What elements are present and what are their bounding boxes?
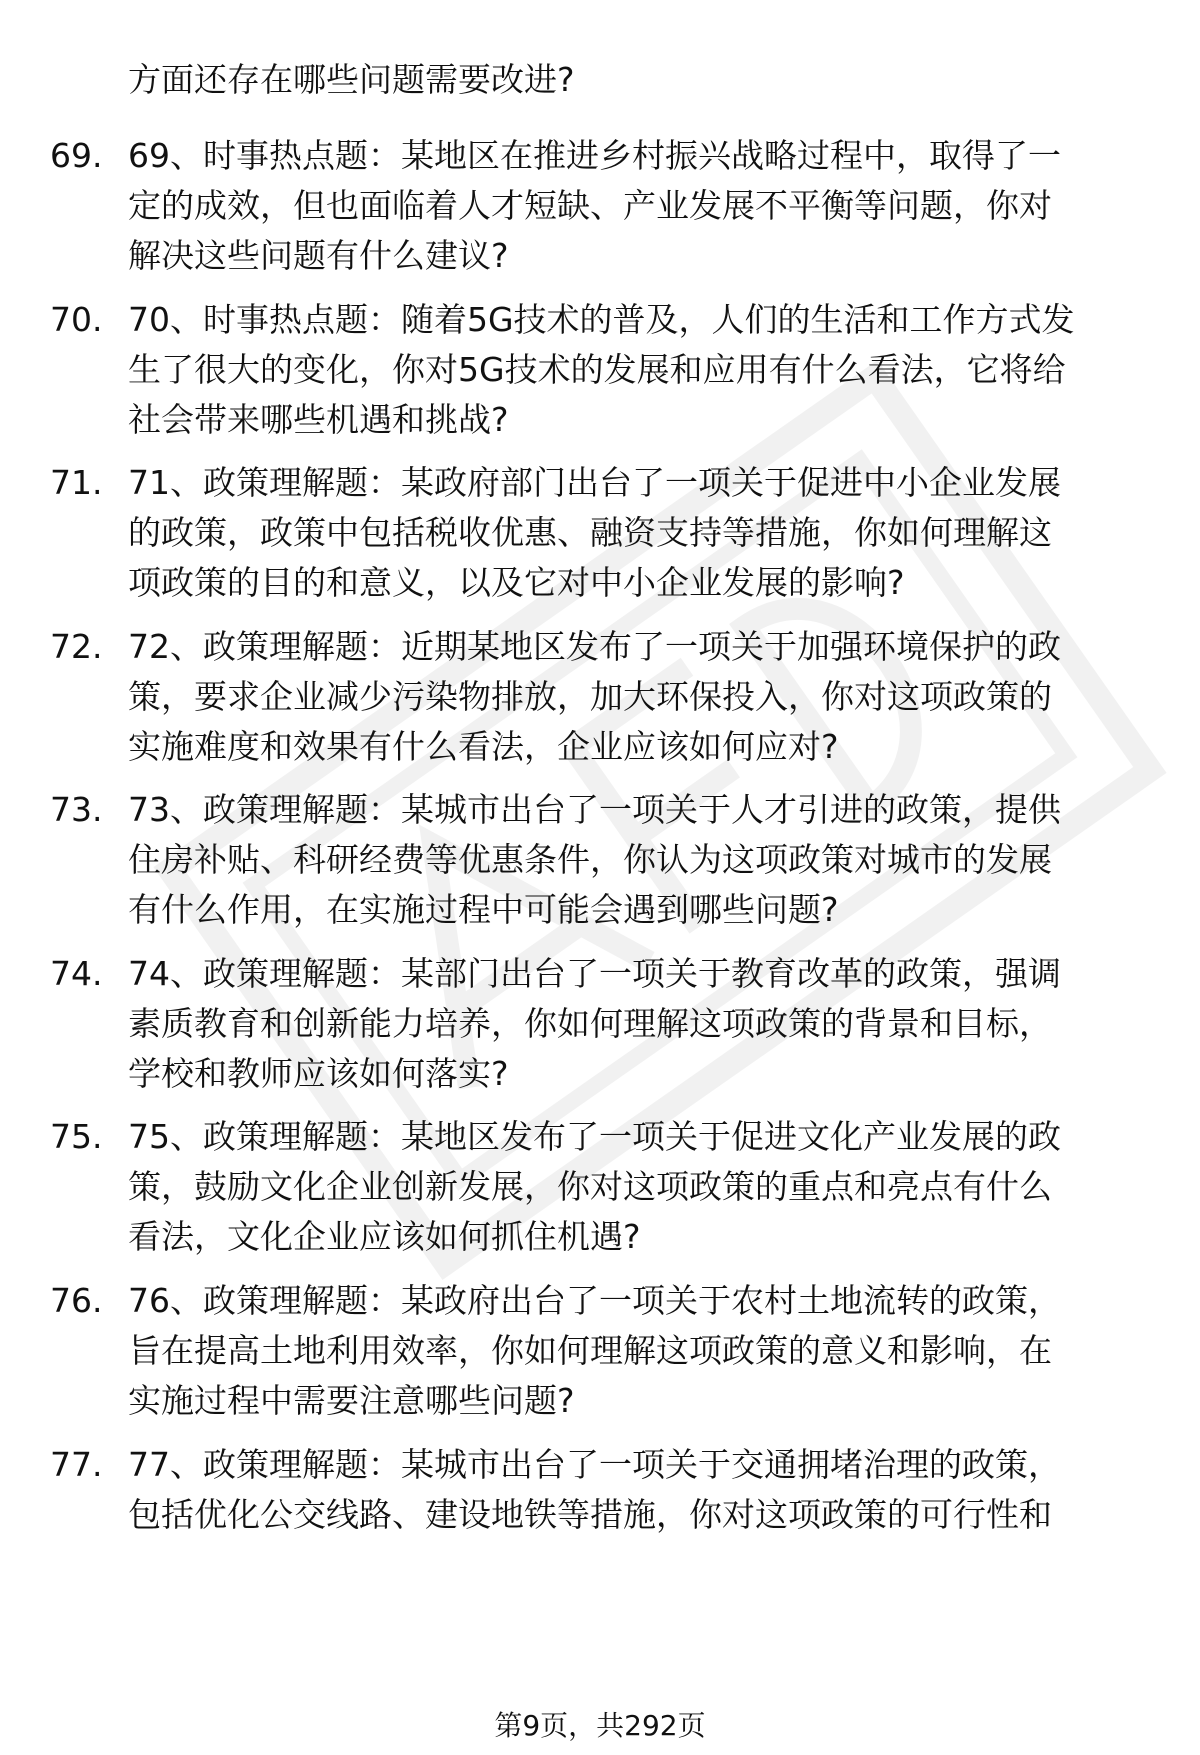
question-line: 76、政策理解题：某政府出台了一项关于农村土地流转的政策， — [128, 1281, 1061, 1320]
question-line: 生了很大的变化，你对5G技术的发展和应用有什么看法，它将给 — [128, 350, 1066, 389]
question-line: 72、政策理解题：近期某地区发布了一项关于加强环境保护的政 — [128, 627, 1061, 666]
question-number: 71. — [50, 463, 103, 502]
question-line: 包括优化公交线路、建设地铁等措施，你对这项政策的可行性和 — [128, 1495, 1052, 1534]
question-line: 75、政策理解题：某地区发布了一项关于促进文化产业发展的政 — [128, 1117, 1061, 1156]
question-number: 74. — [50, 954, 103, 993]
question-line: 73、政策理解题：某城市出台了一项关于人才引进的政策，提供 — [128, 790, 1061, 829]
question-line: 实施难度和效果有什么看法，企业应该如何应对? — [128, 727, 839, 766]
question-line: 住房补贴、科研经费等优惠条件，你认为这项政策对城市的发展 — [128, 840, 1052, 879]
question-line: 77、政策理解题：某城市出台了一项关于交通拥堵治理的政策， — [128, 1445, 1061, 1484]
question-line: 项政策的目的和意义，以及它对中小企业发展的影响? — [128, 563, 905, 602]
question-line: 素质教育和创新能力培养，你如何理解这项政策的背景和目标， — [128, 1004, 1052, 1043]
question-line: 有什么作用，在实施过程中可能会遇到哪些问题? — [128, 890, 839, 929]
question-line: 看法，文化企业应该如何抓住机遇? — [128, 1217, 641, 1256]
question-line: 策，鼓励文化企业创新发展，你对这项政策的重点和亮点有什么 — [128, 1167, 1052, 1206]
question-line: 社会带来哪些机遇和挑战? — [128, 400, 509, 439]
question-line: 学校和教师应该如何落实? — [128, 1054, 509, 1093]
continuation-line: 方面还存在哪些问题需要改进? — [128, 60, 575, 99]
question-line: 策，要求企业减少污染物排放，加大环保投入，你对这项政策的 — [128, 677, 1052, 716]
question-number: 72. — [50, 627, 103, 666]
question-line: 69、时事热点题：某地区在推进乡村振兴战略过程中，取得了一 — [128, 136, 1061, 175]
question-number: 69. — [50, 136, 103, 175]
question-line: 实施过程中需要注意哪些问题? — [128, 1381, 575, 1420]
question-number: 76. — [50, 1281, 103, 1320]
question-number: 77. — [50, 1445, 103, 1484]
page-footer: 第9页，共292页 — [494, 1709, 706, 1742]
question-line: 70、时事热点题：随着5G技术的普及，人们的生活和工作方式发 — [128, 300, 1075, 339]
question-line: 74、政策理解题：某部门出台了一项关于教育改革的政策，强调 — [128, 954, 1061, 993]
question-number: 70. — [50, 300, 103, 339]
question-line: 旨在提高土地利用效率，你如何理解这项政策的意义和影响，在 — [128, 1331, 1052, 1370]
question-line: 解决这些问题有什么建议? — [128, 236, 509, 275]
question-line: 的政策，政策中包括税收优惠、融资支持等措施，你如何理解这 — [128, 513, 1052, 552]
question-number: 75. — [50, 1117, 103, 1156]
question-line: 71、政策理解题：某政府部门出台了一项关于促进中小企业发展 — [128, 463, 1061, 502]
question-line: 定的成效，但也面临着人才短缺、产业发展不平衡等问题，你对 — [128, 186, 1052, 225]
question-number: 73. — [50, 790, 103, 829]
